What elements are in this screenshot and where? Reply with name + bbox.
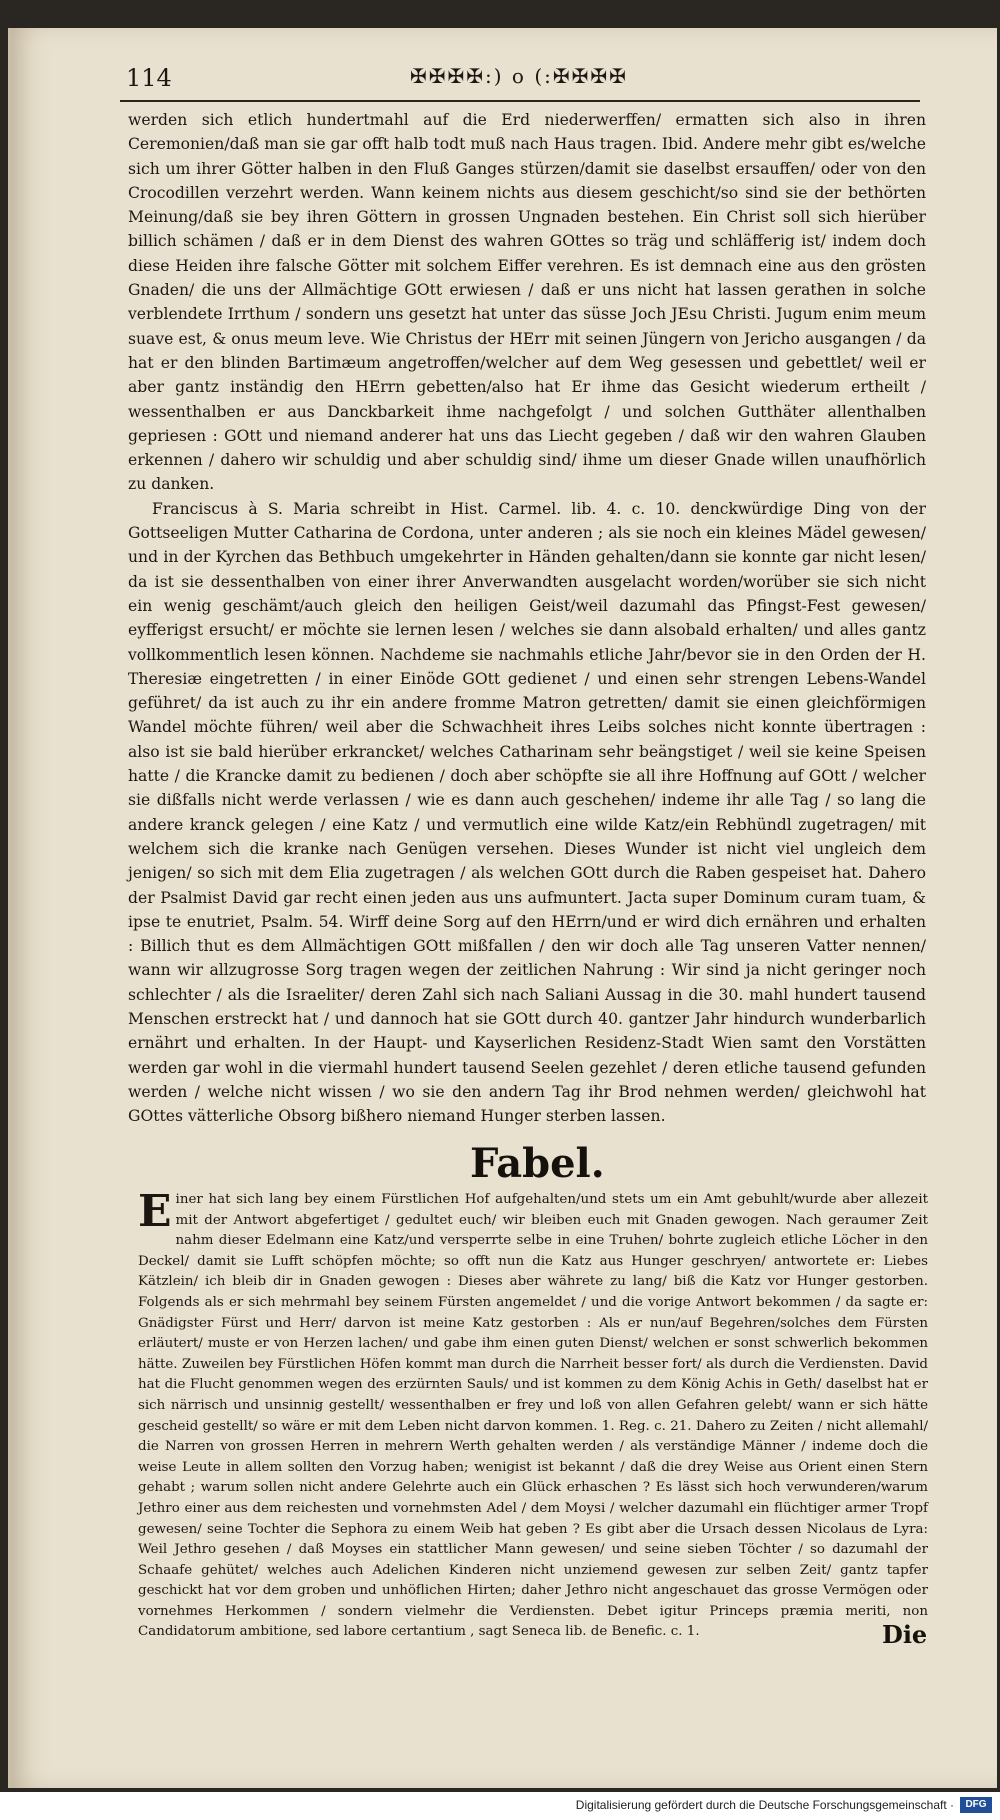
fabel-heading: Fabel. <box>470 1140 605 1187</box>
fabel-body: iner hat sich lang bey einem Fürstlichen Hof aufgehalten/und stets um ein Amt gebuhlt/wurde aber allezeit mit der Antwort abgefertiget / gedultet euch/ wir bleiben euch mit Gnaden gewogen. Nach geraumer Zeit nahm dieser Edelmann eine Katz/und versperrte selbe in eine Truhen/ bohrte zugleich etliche Löcher in den Deckel/ damit sie Lufft schöpfen möchte; so offt nun die Katz aus Hunger geschryen/ antwortete er: Liebes Kätzlein/ ich bleib dir in Gnaden gewogen : Dieses aber währete zu lang/ biß die Katz vor Hunger gestorben. Folgends als er sich mehrmahl bey seinem Fürsten angemeldet / und die vorige Antwort bekommen / da sagte er: Gnädigster Fürst und Herr/ darvon ist meine Katz gestorben : Als er nun/auf Begehren/solches dem Fürsten erläutert/ muste er von Herzen lachen/ und gabe ihm einen guten Dienst/ welchen er sonst schwerlich bekommen hätte. Zuweilen bey Fürstlichen Höfen kommt man durch die Narrheit besser fort/ als durch die Verdiensten. David hat die Flucht genommen wegen des erzürnten Sauls/ und ist kommen zu dem König Achis in Geth/ daselbst hat er sich närrisch und unsinnig gestellt/ wessenthalben er frey und loß von allen Gefahren gelebt/ wann er sich hätte gescheid gestellt/ so wäre er mit dem Leben nicht darvon kommen. 1. Reg. c. 21. Dahero zu Zeiten / nicht allemahl/ die Narren von grossen Herren in mehrern Werth gehalten werden / als verständige Männer / indeme doch die weise Leute in allem sollten den Vorzug haben; wenigist ist bekannt / daß die drey Weise aus Orient einen Stern gehabt ; warum sollen nicht andere Gelehrte auch ein Glück erhaschen ? Es lässt sich hoch verwunderen/warum Jethro einer aus dem reichesten und vornehmsten Adel / dem Moysi / welcher dazumahl ein flüchtiger armer Tropf gewesen/ seine Tochter die Sephora zu einem Weib hat geben ? Es gibt aber die Ursach dessen Nicolaus de Lyra: Weil Jethro gesehen / daß Moyses ein stattlicher Mann gewesen/ und seine sieben Töchter / so dazumahl der Schaafe gehütet/ welches auch Adelichen Kinderen nicht unziemend gewesen zur selben Zeit/ gantz tapfer geschickt hat vor dem groben und unhöflichen Hirten; daher Jethro nicht angeschauet das grosse Vermögen oder vornehmes Herkommen / sondern vielmehr die Verdiensten. Debet igitur Princeps præmia meriti, non Candidatorum ambitione, sed labore certantium , sagt Seneca lib. de Benefic. c. 1. <box>138 1192 928 1640</box>
drop-cap-initial: E <box>138 1186 172 1237</box>
paragraph: Franciscus à S. Maria schreibt in Hist. Carmel. lib. 4. c. 10. denckwürdige Ding von der Gottseeligen Mutter Catharina de Cordona, unter anderen ; als sie noch ein kleines Mädel gewesen/ und in der Kyrchen das Bethbuch umgekehrter in Händen gehalten/dann sie konnte gar nicht lesen/ da ist sie dessenthalben von einer ihrer Anverwandten ausgelacht worden/worüber sie sich nicht ein wenig geschämt/auch gleich den heiligen Geist/weil dazumahl das Pfingst-Fest gewesen/ eyfferigst ersucht/ er möchte sie lernen lesen / welches sie dann alsobald erhalten/ und alles gantz vollkommentlich lesen können. Nachdeme sie nachmahls etliche Jahr/bevor sie in den Orden der H. Theresiæ eingetretten / in einer Einöde GOtt gedienet / und einen sehr strengen Lebens-Wandel geführet/ da ist auch zu ihr ein andere fromme Matron getretten/ damit sie einen gleichförmigen Wandel möchte führen/ weil aber die Schwachheit ihres Leibs solches nicht konnte übertragen : also ist sie bald hierüber erkrancket/ welches Catharinam sehr beängstiget / weil sie keine Speisen hatte / die Krancke damit zu bedienen / doch aber schöpfte sie all ihre Hoffnung auf GOtt / welcher sie dißfalls nicht werde verlassen / wie es dann auch geschehen/ indeme ihr alle Tag / so lang die andere kranck gelegen / eine Katz / und vermutlich eine wilde Katz/ein Rebhündl zugetragen/ mit welchem sich die kranke nach Genügen versehen. Dieses Wunder ist nicht viel ungleich dem jenigen/ so sich mit dem Elia zugetragen / als welchen GOtt durch die Raben gespeiset hat. Dahero der Psalmist David gar recht einen jeden aus uns aufmuntert. Jacta super Dominum curam tuam, & ipse te enutriet, Psalm. 54. Wirff deine Sorg auf den HErrn/und er wird dich ernähren und erhalten : Billich thut es dem Allmächtigen GOtt mißfallen / den wir doch alle Tag unseren Vatter nennen/ wann wir allzugrosse Sorg tragen wegen der zeitlichen Nahrung : Wir sind ja nicht geringer noch schlechter / als die Israeliter/ deren Zahl sich nach Saliani Aussag in die 30. mahl hundert tausend Menschen erstreckt hat / und dannoch hat sie GOtt durch 40. gantzer Jahr hindurch wunderbarlich ernährt und erhalten. In der Haupt- und Kayserlichen Residenz-Stadt Wien samt den Vorstätten werden gar wohl in die viermahl hundert tausend Seelen gezehlet / deren etliche tausend gefunden werden / welche nicht wissen / wo sie den andern Tag ihr Brod nehmen werden/ gleichwohl hat GOttes vätterliche Obsorg bißhero niemand Hunger sterben lassen. <box>128 499 926 1126</box>
dfg-logo-icon: DFG <box>960 1797 992 1813</box>
paragraph: werden sich etlich hundertmahl auf die Erd niederwerffen/ ermatten sich also in ihren Ceremonien/daß man sie gar offt halb todt muß nach Haus tragen. Ibid. Andere mehr gibt es/welche sich um ihrer Götter halben in den Fluß Ganges stürzen/damit sie daselbst ersauffen/ oder von den Crocodillen verzehrt werden. Wann keinem nichts aus diesem geschicht/so sind sie der bethörten Meinung/daß sie bey ihren Göttern in grossen Ungnaden bestehen. Ein Christ soll sich hierüber billich schämen / daß er in dem Dienst des wahren GOttes so träg und schläfferig ist/ indem doch diese Heiden ihre falsche Götter mit solchem Eiffer verehren. Es ist demnach eine aus den grösten Gnaden/ die uns der Allmächtige GOtt erwiesen / daß er uns nicht hat lassen gerathen in solche verblendete Irrthum / sondern uns gesetzt hat unter das süsse Joch JEsu Christi. Jugum enim meum suave est, & onus meum leve. Wie Christus der HErr mit seinen Jüngern von Jericho ausgangen / da hat er den blinden Bartimæum angetroffen/welcher auf dem Weg gesessen und gebettlet/ weil er aber gantz inständig den HErrn gebetten/also hat Er ihme das Gesicht wiederum ertheilt / wessenthalben er aus Danckbarkeit ihme nachgefolgt / und solchen Gutthäter allenthalben gepriesen : GOtt und niemand anderer hat uns das Liecht gegeben / daß wir den wahren Glauben erkennen / dahero wir schuldig und aber schuldig sind/ ihme um dieser Gnade willen unaufhörlich zu danken. <box>128 111 926 494</box>
page-header <box>120 52 920 92</box>
header-rule <box>120 100 920 102</box>
fabel-paragraph <box>138 1186 928 1643</box>
footer-credit: Digitalisierung gefördert durch die Deutsche Forschungsgemeinschaft · <box>575 1798 954 1812</box>
header-ornament: ✠✠✠✠:) o (:✠✠✠✠ <box>410 64 628 88</box>
digitization-footer <box>0 1792 1000 1820</box>
page-number: 114 <box>126 64 172 92</box>
main-text <box>128 108 926 1128</box>
catchword: Die <box>882 1620 928 1649</box>
fabel-text <box>138 1186 928 1643</box>
